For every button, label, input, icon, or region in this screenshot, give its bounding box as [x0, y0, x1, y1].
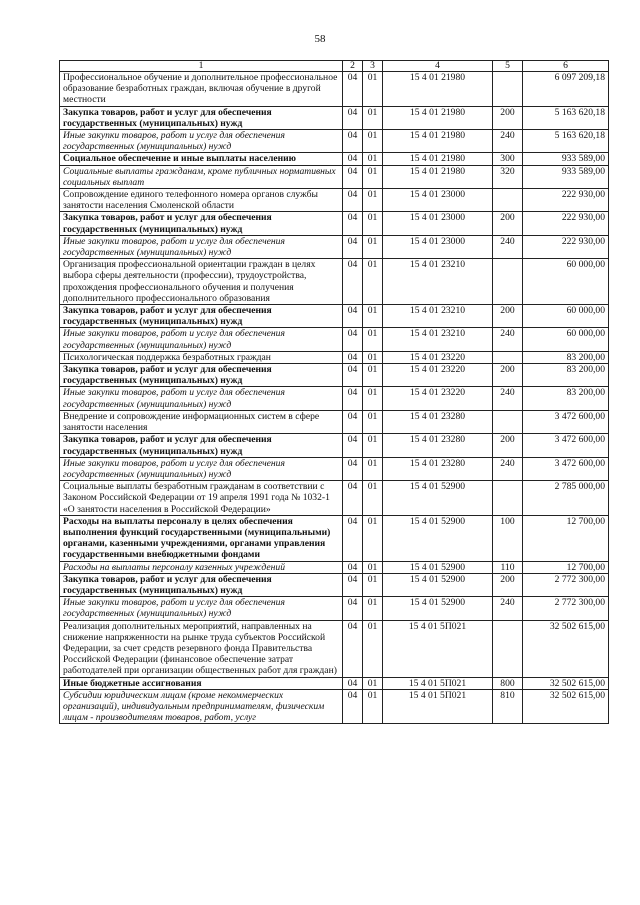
- target-article-cell: 15 4 01 21980: [383, 165, 493, 188]
- table-row: [60, 235, 609, 258]
- amount-cell: 3 472 600,00: [523, 434, 609, 457]
- subsection-code-cell: 01: [363, 212, 383, 235]
- expense-name-cell: Иные закупки товаров, работ и услуг для обеспечения государственных (муниципальных) нужд: [60, 328, 343, 351]
- page-number: 58: [314, 33, 326, 45]
- expense-type-cell: 240: [493, 235, 523, 258]
- expense-name-cell: Иные закупки товаров, работ и услуг для обеспечения государственных (муниципальных) нужд: [60, 457, 343, 480]
- section-code-cell: 04: [343, 259, 363, 305]
- target-article-cell: 15 4 01 5П021: [383, 620, 493, 677]
- target-article-cell: 15 4 01 52900: [383, 515, 493, 561]
- expense-name-cell: Профессиональное обучение и дополнительное профессиональное образование безработных граждан, включая обучение в другой местности: [60, 72, 343, 107]
- target-article-cell: 15 4 01 23210: [383, 328, 493, 351]
- expense-type-cell: 240: [493, 597, 523, 620]
- table-row: [60, 410, 609, 433]
- expense-type-cell: 320: [493, 165, 523, 188]
- expense-type-cell: 240: [493, 130, 523, 153]
- section-code-cell: 04: [343, 153, 363, 165]
- subsection-code-cell: 01: [363, 259, 383, 305]
- section-code-cell: 04: [343, 305, 363, 328]
- subsection-code-cell: 01: [363, 189, 383, 212]
- expense-type-cell: [493, 481, 523, 516]
- section-code-cell: 04: [343, 434, 363, 457]
- section-code-cell: 04: [343, 212, 363, 235]
- amount-cell: 83 200,00: [523, 387, 609, 410]
- target-article-cell: 15 4 01 23000: [383, 212, 493, 235]
- amount-cell: 222 930,00: [523, 235, 609, 258]
- expense-name-cell: Социальные выплаты безработным гражданам в соответствии с Законом Российской Федерации от 19 апреля 1991 года № 1032-1 «О занятости населения в Российской Федерации»: [60, 481, 343, 516]
- expense-type-cell: 200: [493, 212, 523, 235]
- expense-type-cell: 200: [493, 573, 523, 596]
- amount-cell: 933 589,00: [523, 165, 609, 188]
- target-article-cell: 15 4 01 23210: [383, 259, 493, 305]
- target-article-cell: 15 4 01 23280: [383, 434, 493, 457]
- section-code-cell: 04: [343, 410, 363, 433]
- target-article-cell: 15 4 01 52900: [383, 561, 493, 573]
- expense-name-cell: Социальные выплаты гражданам, кроме публичных нормативных социальных выплат: [60, 165, 343, 188]
- subsection-code-cell: 01: [363, 620, 383, 677]
- table-row: [60, 72, 609, 107]
- target-article-cell: 15 4 01 23280: [383, 410, 493, 433]
- target-article-cell: 15 4 01 5П021: [383, 689, 493, 724]
- expense-name-cell: Субсидии юридическим лицам (кроме некоммерческих организаций), индивидуальным предпринимателям, физическим лицам - производителям товаров, работ, услуг: [60, 689, 343, 724]
- expense-name-cell: Закупка товаров, работ и услуг для обеспечения государственных (муниципальных) нужд: [60, 434, 343, 457]
- section-code-cell: 04: [343, 165, 363, 188]
- header-col-6: 6: [523, 61, 609, 72]
- expense-type-cell: [493, 620, 523, 677]
- amount-cell: 32 502 615,00: [523, 677, 609, 689]
- table-row: [60, 328, 609, 351]
- target-article-cell: 15 4 01 21980: [383, 130, 493, 153]
- expense-type-cell: 200: [493, 305, 523, 328]
- expense-type-cell: [493, 72, 523, 107]
- subsection-code-cell: 01: [363, 410, 383, 433]
- amount-cell: 12 700,00: [523, 515, 609, 561]
- table-row: [60, 351, 609, 363]
- amount-cell: 32 502 615,00: [523, 689, 609, 724]
- amount-cell: 2 785 000,00: [523, 481, 609, 516]
- amount-cell: 32 502 615,00: [523, 620, 609, 677]
- expense-type-cell: 200: [493, 106, 523, 129]
- table-row: [60, 561, 609, 573]
- subsection-code-cell: 01: [363, 573, 383, 596]
- section-code-cell: 04: [343, 597, 363, 620]
- section-code-cell: 04: [343, 387, 363, 410]
- amount-cell: 12 700,00: [523, 561, 609, 573]
- target-article-cell: 15 4 01 23220: [383, 387, 493, 410]
- expense-type-cell: 240: [493, 457, 523, 480]
- amount-cell: 2 772 300,00: [523, 597, 609, 620]
- amount-cell: 60 000,00: [523, 259, 609, 305]
- target-article-cell: 15 4 01 21980: [383, 153, 493, 165]
- table-row: [60, 130, 609, 153]
- expense-name-cell: Психологическая поддержка безработных граждан: [60, 351, 343, 363]
- subsection-code-cell: 01: [363, 434, 383, 457]
- expense-type-cell: 100: [493, 515, 523, 561]
- table-row: [60, 677, 609, 689]
- subsection-code-cell: 01: [363, 481, 383, 516]
- target-article-cell: 15 4 01 21980: [383, 72, 493, 107]
- expense-name-cell: Закупка товаров, работ и услуг для обеспечения государственных (муниципальных) нужд: [60, 106, 343, 129]
- table-row: [60, 597, 609, 620]
- header-col-4: 4: [383, 61, 493, 72]
- table-row: [60, 106, 609, 129]
- expense-name-cell: Расходы на выплаты персоналу казенных учреждений: [60, 561, 343, 573]
- target-article-cell: 15 4 01 21980: [383, 106, 493, 129]
- expense-type-cell: 110: [493, 561, 523, 573]
- table-body: [60, 72, 609, 724]
- subsection-code-cell: 01: [363, 351, 383, 363]
- table-row: [60, 620, 609, 677]
- section-code-cell: 04: [343, 351, 363, 363]
- subsection-code-cell: 01: [363, 72, 383, 107]
- amount-cell: 83 200,00: [523, 351, 609, 363]
- expense-type-cell: 200: [493, 364, 523, 387]
- table-row: [60, 189, 609, 212]
- subsection-code-cell: 01: [363, 106, 383, 129]
- expense-name-cell: Закупка товаров, работ и услуг для обеспечения государственных (муниципальных) нужд: [60, 305, 343, 328]
- amount-cell: 6 097 209,18: [523, 72, 609, 107]
- amount-cell: 3 472 600,00: [523, 457, 609, 480]
- amount-cell: 5 163 620,18: [523, 130, 609, 153]
- subsection-code-cell: 01: [363, 165, 383, 188]
- subsection-code-cell: 01: [363, 561, 383, 573]
- section-code-cell: 04: [343, 457, 363, 480]
- expense-name-cell: Иные закупки товаров, работ и услуг для обеспечения государственных (муниципальных) нужд: [60, 130, 343, 153]
- subsection-code-cell: 01: [363, 153, 383, 165]
- amount-cell: 3 472 600,00: [523, 410, 609, 433]
- amount-cell: 83 200,00: [523, 364, 609, 387]
- expense-type-cell: 240: [493, 387, 523, 410]
- expense-type-cell: [493, 351, 523, 363]
- amount-cell: 60 000,00: [523, 328, 609, 351]
- amount-cell: 2 772 300,00: [523, 573, 609, 596]
- table-row: [60, 259, 609, 305]
- amount-cell: 60 000,00: [523, 305, 609, 328]
- expense-name-cell: Реализация дополнительных мероприятий, направленных на снижение напряженности на рынке труда субъектов Российской Федерации, за счет средств резервного фонда Правительства Российской Федерации (финансовое обеспечение затрат работодателей при организации общественных работ для граждан): [60, 620, 343, 677]
- target-article-cell: 15 4 01 52900: [383, 481, 493, 516]
- subsection-code-cell: 01: [363, 328, 383, 351]
- target-article-cell: 15 4 01 23220: [383, 364, 493, 387]
- table-row: [60, 481, 609, 516]
- section-code-cell: 04: [343, 561, 363, 573]
- target-article-cell: 15 4 01 52900: [383, 597, 493, 620]
- expense-name-cell: Внедрение и сопровождение информационных систем в сфере занятости населения: [60, 410, 343, 433]
- section-code-cell: 04: [343, 689, 363, 724]
- expense-name-cell: Организация профессиональной ориентации граждан в целях выбора сферы деятельности (профессии), трудоустройства, прохождения профессионального обучения и получения дополнительного профессионального образования: [60, 259, 343, 305]
- expense-name-cell: Социальное обеспечение и иные выплаты населению: [60, 153, 343, 165]
- section-code-cell: 04: [343, 130, 363, 153]
- table-row: [60, 153, 609, 165]
- subsection-code-cell: 01: [363, 387, 383, 410]
- header-col-3: 3: [363, 61, 383, 72]
- table-row: [60, 165, 609, 188]
- expense-type-cell: 300: [493, 153, 523, 165]
- target-article-cell: 15 4 01 23000: [383, 189, 493, 212]
- expense-name-cell: Закупка товаров, работ и услуг для обеспечения государственных (муниципальных) нужд: [60, 573, 343, 596]
- table-row: [60, 387, 609, 410]
- table-row: [60, 573, 609, 596]
- table-header-row: [60, 61, 609, 72]
- section-code-cell: 04: [343, 481, 363, 516]
- amount-cell: 222 930,00: [523, 189, 609, 212]
- expense-type-cell: [493, 189, 523, 212]
- subsection-code-cell: 01: [363, 457, 383, 480]
- expense-name-cell: Закупка товаров, работ и услуг для обеспечения государственных (муниципальных) нужд: [60, 364, 343, 387]
- expense-type-cell: 200: [493, 434, 523, 457]
- amount-cell: 222 930,00: [523, 212, 609, 235]
- section-code-cell: 04: [343, 189, 363, 212]
- subsection-code-cell: 01: [363, 597, 383, 620]
- subsection-code-cell: 01: [363, 235, 383, 258]
- expense-name-cell: Иные закупки товаров, работ и услуг для обеспечения государственных (муниципальных) нужд: [60, 597, 343, 620]
- expense-name-cell: Сопровождение единого телефонного номера органов службы занятости населения Смоленской области: [60, 189, 343, 212]
- expense-name-cell: Иные закупки товаров, работ и услуг для обеспечения государственных (муниципальных) нужд: [60, 235, 343, 258]
- target-article-cell: 15 4 01 52900: [383, 573, 493, 596]
- subsection-code-cell: 01: [363, 689, 383, 724]
- expense-type-cell: 810: [493, 689, 523, 724]
- table-row: [60, 305, 609, 328]
- amount-cell: 933 589,00: [523, 153, 609, 165]
- target-article-cell: 15 4 01 23210: [383, 305, 493, 328]
- target-article-cell: 15 4 01 23000: [383, 235, 493, 258]
- amount-cell: 5 163 620,18: [523, 106, 609, 129]
- table-row: [60, 689, 609, 724]
- budget-table: [59, 60, 609, 724]
- section-code-cell: 04: [343, 364, 363, 387]
- expense-type-cell: 240: [493, 328, 523, 351]
- section-code-cell: 04: [343, 677, 363, 689]
- expense-type-cell: [493, 259, 523, 305]
- target-article-cell: 15 4 01 23280: [383, 457, 493, 480]
- section-code-cell: 04: [343, 106, 363, 129]
- expense-type-cell: [493, 410, 523, 433]
- section-code-cell: 04: [343, 620, 363, 677]
- subsection-code-cell: 01: [363, 305, 383, 328]
- target-article-cell: 15 4 01 5П021: [383, 677, 493, 689]
- header-col-1: 1: [60, 61, 343, 72]
- section-code-cell: 04: [343, 235, 363, 258]
- section-code-cell: 04: [343, 72, 363, 107]
- header-col-2: 2: [343, 61, 363, 72]
- target-article-cell: 15 4 01 23220: [383, 351, 493, 363]
- subsection-code-cell: 01: [363, 677, 383, 689]
- table-row: [60, 515, 609, 561]
- expense-name-cell: Расходы на выплаты персоналу в целях обеспечения выполнения функций государственными (муниципальными) органами, казенными учреждениями, органами управления государственными внебюджетными фондами: [60, 515, 343, 561]
- expense-name-cell: Закупка товаров, работ и услуг для обеспечения государственных (муниципальных) нужд: [60, 212, 343, 235]
- expense-name-cell: Иные бюджетные ассигнования: [60, 677, 343, 689]
- header-col-5: 5: [493, 61, 523, 72]
- table-row: [60, 434, 609, 457]
- subsection-code-cell: 01: [363, 364, 383, 387]
- table-row: [60, 364, 609, 387]
- table-row: [60, 457, 609, 480]
- subsection-code-cell: 01: [363, 515, 383, 561]
- expense-type-cell: 800: [493, 677, 523, 689]
- section-code-cell: 04: [343, 573, 363, 596]
- expense-name-cell: Иные закупки товаров, работ и услуг для обеспечения государственных (муниципальных) нужд: [60, 387, 343, 410]
- subsection-code-cell: 01: [363, 130, 383, 153]
- section-code-cell: 04: [343, 328, 363, 351]
- table-row: [60, 212, 609, 235]
- section-code-cell: 04: [343, 515, 363, 561]
